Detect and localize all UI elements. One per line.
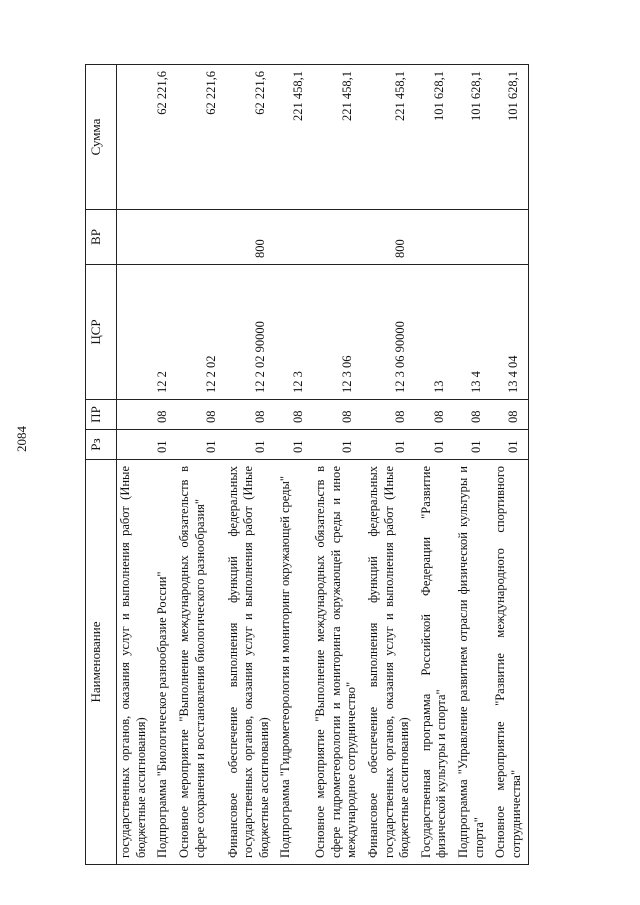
row-rz xyxy=(117,430,153,460)
row-csr: 13 4 04 xyxy=(490,265,528,400)
row-sum: 62 221,6 xyxy=(223,65,276,210)
row-vr: 800 xyxy=(223,210,276,265)
row-csr: 13 4 xyxy=(453,265,490,400)
row-name: Основное мероприятие "Выполнение международных обязательств в сфере сохранения и восстановления биологического разнообразия" xyxy=(174,460,223,865)
row-name: Основное мероприятие "Выполнение международных обязательств в сфере гидрометеорологии и мониторинга окружающей среды и иное международное сотрудничество" xyxy=(310,460,363,865)
row-rz: 01 xyxy=(223,430,276,460)
row-vr xyxy=(275,210,310,265)
row-rz: 01 xyxy=(275,430,310,460)
row-pr: 08 xyxy=(174,400,223,430)
row-name: Подпрограмма "Биологическое разнообразие России" xyxy=(152,460,174,865)
row-sum: 101 628,1 xyxy=(490,65,528,210)
header-vr: ВР xyxy=(86,210,117,265)
header-name: Наименование xyxy=(86,460,117,865)
row-sum: 62 221,6 xyxy=(174,65,223,210)
table-row xyxy=(416,65,453,865)
row-csr: 12 2 02 90000 xyxy=(223,265,276,400)
row-vr xyxy=(117,210,153,265)
row-csr: 12 2 xyxy=(152,265,174,400)
row-rz: 01 xyxy=(152,430,174,460)
row-vr: 800 xyxy=(363,210,416,265)
table-row xyxy=(174,65,223,865)
row-sum: 221 458,1 xyxy=(310,65,363,210)
row-csr: 12 3 06 xyxy=(310,265,363,400)
row-name: Подпрограмма "Управление развитием отрасли физической культуры и спорта" xyxy=(453,460,490,865)
row-name: Государственная программа Российской Федерации "Развитие физической культуры и спорта" xyxy=(416,460,453,865)
row-sum: 221 458,1 xyxy=(363,65,416,210)
table-row xyxy=(275,65,310,865)
table-row xyxy=(223,65,276,865)
row-rz: 01 xyxy=(174,430,223,460)
table-row xyxy=(453,65,490,865)
row-rz: 01 xyxy=(363,430,416,460)
row-vr xyxy=(453,210,490,265)
table-row xyxy=(152,65,174,865)
table-row xyxy=(363,65,416,865)
row-name: государственных органов, оказания услуг и выполнения работ (Иные бюджетные ассигнования) xyxy=(117,460,153,865)
row-vr xyxy=(174,210,223,265)
header-csr: ЦСР xyxy=(86,265,117,400)
row-sum: 101 628,1 xyxy=(453,65,490,210)
row-csr: 12 2 02 xyxy=(174,265,223,400)
row-pr: 08 xyxy=(453,400,490,430)
table-header-row xyxy=(86,65,117,865)
row-vr xyxy=(490,210,528,265)
row-sum: 62 221,6 xyxy=(152,65,174,210)
row-pr: 08 xyxy=(275,400,310,430)
row-pr xyxy=(117,400,153,430)
row-pr: 08 xyxy=(490,400,528,430)
row-csr: 12 3 06 90000 xyxy=(363,265,416,400)
row-rz: 01 xyxy=(416,430,453,460)
row-vr xyxy=(310,210,363,265)
row-name: Подпрограмма "Гидрометеорология и мониторинг окружающей среды" xyxy=(275,460,310,865)
budget-table xyxy=(85,64,529,865)
row-name: Финансовое обеспечение выполнения функций федеральных государственных органов, оказания услуг и выполнения работ (Иные бюджетные ассигнования) xyxy=(223,460,276,865)
header-pr: ПР xyxy=(86,400,117,430)
row-vr xyxy=(416,210,453,265)
row-pr: 08 xyxy=(416,400,453,430)
row-vr xyxy=(152,210,174,265)
row-name: Основное мероприятие "Развитие международного спортивного сотрудничества" xyxy=(490,460,528,865)
header-rz: Рз xyxy=(86,430,117,460)
row-sum: 221 458,1 xyxy=(275,65,310,210)
row-name: Финансовое обеспечение выполнения функций федеральных государственных органов, оказания услуг и выполнения работ (Иные бюджетные ассигнования) xyxy=(363,460,416,865)
header-sum: Сумма xyxy=(86,65,117,210)
row-csr: 13 xyxy=(416,265,453,400)
row-pr: 08 xyxy=(363,400,416,430)
row-pr: 08 xyxy=(310,400,363,430)
row-csr: 12 3 xyxy=(275,265,310,400)
row-rz: 01 xyxy=(453,430,490,460)
row-pr: 08 xyxy=(223,400,276,430)
table-row xyxy=(117,65,153,865)
table-row xyxy=(490,65,528,865)
table-row xyxy=(310,65,363,865)
row-sum: 101 628,1 xyxy=(416,65,453,210)
row-csr xyxy=(117,265,153,400)
row-sum xyxy=(117,65,153,210)
row-rz: 01 xyxy=(490,430,528,460)
row-pr: 08 xyxy=(152,400,174,430)
page-number: 2084 xyxy=(14,426,29,452)
budget-table-container xyxy=(85,65,605,865)
row-rz: 01 xyxy=(310,430,363,460)
